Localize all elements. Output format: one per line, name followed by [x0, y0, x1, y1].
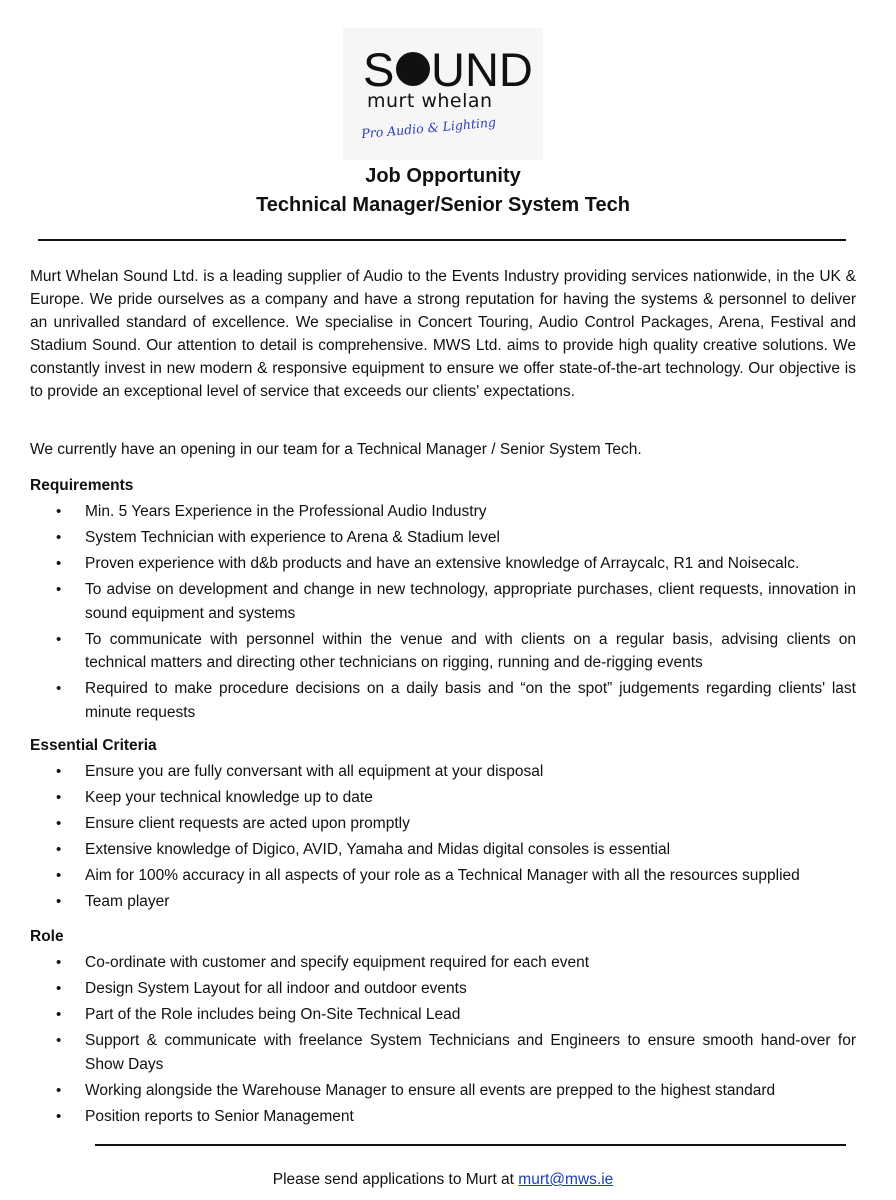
logo-dot-icon [396, 52, 430, 86]
list-item: • Aim for 100% accuracy in all aspects of your role as a Technical Manager with all the resources supplied [30, 864, 856, 888]
requirements-heading: Requirements [30, 477, 134, 494]
list-item: • Required to make procedure decisions on a daily basis and “on the spot” judgements regarding clients' last minute requests [30, 677, 856, 724]
essential-criteria-list [30, 760, 856, 916]
role-list [30, 951, 856, 1131]
bottom-divider [95, 1144, 846, 1146]
list-item: • Support & communicate with freelance System Technicians and Engineers to ensure smooth hand-over for Show Days [30, 1029, 856, 1076]
footer-text: Please send applications to Murt at [272, 1171, 519, 1188]
title-block [0, 162, 886, 220]
list-item: • Team player [30, 890, 856, 914]
list-item: • Co-ordinate with customer and specify equipment required for each event [30, 951, 856, 975]
opening-paragraph: We currently have an opening in our team for a Technical Manager / Senior System Tech. [30, 441, 642, 458]
list-item: • Keep your technical knowledge up to date [30, 786, 856, 810]
list-item: • Position reports to Senior Management [30, 1105, 856, 1129]
list-item: • Extensive knowledge of Digico, AVID, Yamaha and Midas digital consoles is essential [30, 838, 856, 862]
role-heading: Role [30, 928, 64, 945]
sound-logo-graphic [343, 28, 543, 160]
requirements-list [30, 500, 856, 727]
list-item: • Ensure you are fully conversant with all equipment at your disposal [30, 760, 856, 784]
page-title: Job Opportunity [365, 165, 521, 187]
intro-paragraph: Murt Whelan Sound Ltd. is a leading supplier of Audio to the Events Industry providing services nationwide, in the UK & Europe. We pride ourselves as a company and have a strong reputation for having the systems & personnel to deliver an unrivalled standard of excellence. We specialise in Concert Touring, Audio Control Packages, Arena, Festival and Stadium Sound. Our attention to detail is comprehensive. MWS Ltd. aims to provide high quality creative solutions. We constantly invest in new modern & responsive equipment to ensure we offer state-of-the-art technology. Our objective is to provide an exceptional level of service that exceeds our clients' expectations. [30, 268, 856, 400]
logo-letter-s: S [363, 43, 395, 96]
logo-owner: murt whelan [367, 90, 493, 112]
email-link[interactable]: murt@mws.ie [518, 1171, 614, 1188]
footer [0, 1168, 886, 1191]
list-item: • Min. 5 Years Experience in the Professional Audio Industry [30, 500, 856, 524]
company-logo [343, 28, 543, 160]
list-item: • To advise on development and change in new technology, appropriate purchases, client requests, innovation in sound equipment and systems [30, 578, 856, 625]
list-item: • Part of the Role includes being On-Site Technical Lead [30, 1003, 856, 1027]
logo-tagline: Pro Audio & Lighting [360, 114, 497, 142]
top-divider [38, 239, 846, 241]
list-item: • Working alongside the Warehouse Manager to ensure all events are prepped to the highest standard [30, 1079, 856, 1103]
page-subtitle: Technical Manager/Senior System Tech [256, 194, 630, 216]
list-item: • Ensure client requests are acted upon promptly [30, 812, 856, 836]
list-item: • Design System Layout for all indoor and outdoor events [30, 977, 856, 1001]
list-item: • System Technician with experience to Arena & Stadium level [30, 526, 856, 550]
logo-letters-und: UND [431, 43, 533, 96]
essential-criteria-heading: Essential Criteria [30, 737, 157, 754]
list-item: • To communicate with personnel within the venue and with clients on a regular basis, advising clients on technical matters and directing other technicians on rigging, running and de-rigging events [30, 628, 856, 675]
list-item: • Proven experience with d&b products and have an extensive knowledge of Arraycalc, R1 and Noisecalc. [30, 552, 856, 576]
